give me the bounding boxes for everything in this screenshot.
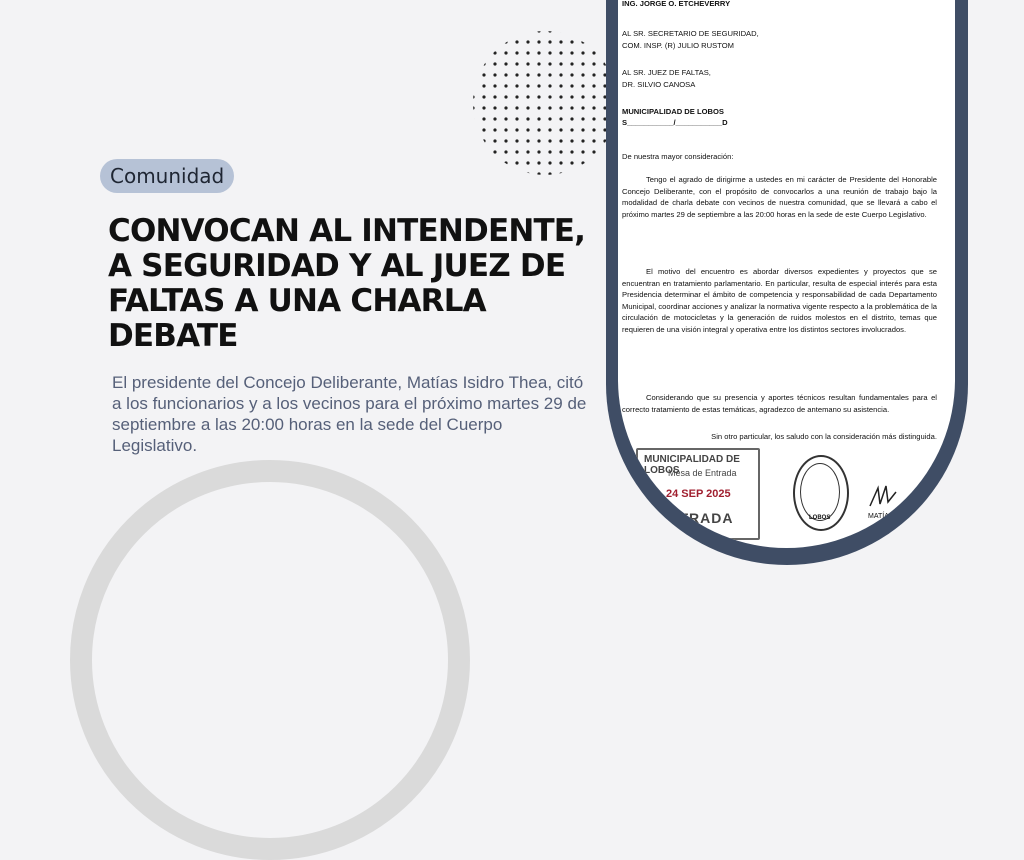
entry-stamp-line4: ENTRADA: [658, 510, 734, 526]
letter-closing: Sin otro particular, los saludo con la consideración más distinguida.: [711, 432, 937, 441]
council-seal-text: LOBOS: [809, 515, 831, 521]
entry-stamp-date: 24 SEP 2025: [666, 488, 731, 500]
letter-paragraph-3: Considerando que su presencia y aportes técnicos resultan fundamentales para el correcto tratamiento de estas temáticas, agradezco de antemano su asistencia.: [622, 393, 937, 414]
letter-addressee-security: AL SR. SECRETARIO DE SEGURIDAD, COM. INSP. (R) JULIO RUSTOM: [622, 29, 759, 50]
article-headline: CONVOCAN AL INTENDENTE, A SEGURIDAD Y AL JUEZ DE FALTAS A UNA CHARLA DEBATE: [108, 213, 586, 354]
decorative-arc: [70, 460, 470, 860]
article-lead: El presidente del Concejo Deliberante, Matías Isidro Thea, citó a los funcionarios y a los vecinos para el próximo martes 29 de septiembre a las 20:00 horas en la sede del Cuerpo Legislativo.: [112, 373, 587, 455]
signature-name: MATÍAS: [868, 513, 894, 520]
letter-greeting: De nuestra mayor consideración:: [622, 152, 734, 161]
letter-institution: MUNICIPALIDAD DE LOBOS: [622, 107, 724, 116]
decorative-dot-pattern: [470, 28, 620, 178]
category-tag[interactable]: Comunidad: [100, 159, 234, 193]
letter-paragraph-1: Tengo el agrado de dirigirme a ustedes en mi carácter de Presidente del Honorable Concejo Deliberante, con el propósito de convocarlos a una reunión de trabajo bajo la modalidad de charla debate con vecinos de nuestra comunidad, que se llevará a cabo el próximo martes 29 de septiembre a las 20:00 horas en la sede de este Cuerpo Legislativo.: [622, 175, 937, 219]
letter-sd-line: S___________/___________D: [622, 118, 728, 127]
letter-document: [618, 0, 955, 548]
letter-top-line: ING. JORGE O. ETCHEVERRY: [622, 0, 731, 8]
signature-mark: [866, 482, 906, 512]
entry-stamp-line1: MUNICIPALIDAD DE LOBOS: [644, 454, 740, 476]
letter-paragraph-2: El motivo del encuentro es abordar diversos expedientes y proyectos que se encuentran en tratamiento parlamentario. En particular, resulta de especial interés para esta Presidencia determinar el ámbito de competencia y responsabilidad de cada Departamento Municipal, coordinar acciones y analizar la normativa vigente respecto a la problemática de la circulación de motocicletas y la generación de ruidos molestos en el distrito, temas que requieren de una visión integral y operativa entre los distintos sectores involucrados.: [622, 267, 937, 334]
entry-stamp-line2: Mesa de Entrada: [668, 468, 737, 478]
entry-stamp: [636, 448, 760, 540]
council-seal: [793, 455, 849, 531]
letter-addressee-judge: AL SR. JUEZ DE FALTAS, DR. SILVIO CANOSA: [622, 68, 711, 89]
